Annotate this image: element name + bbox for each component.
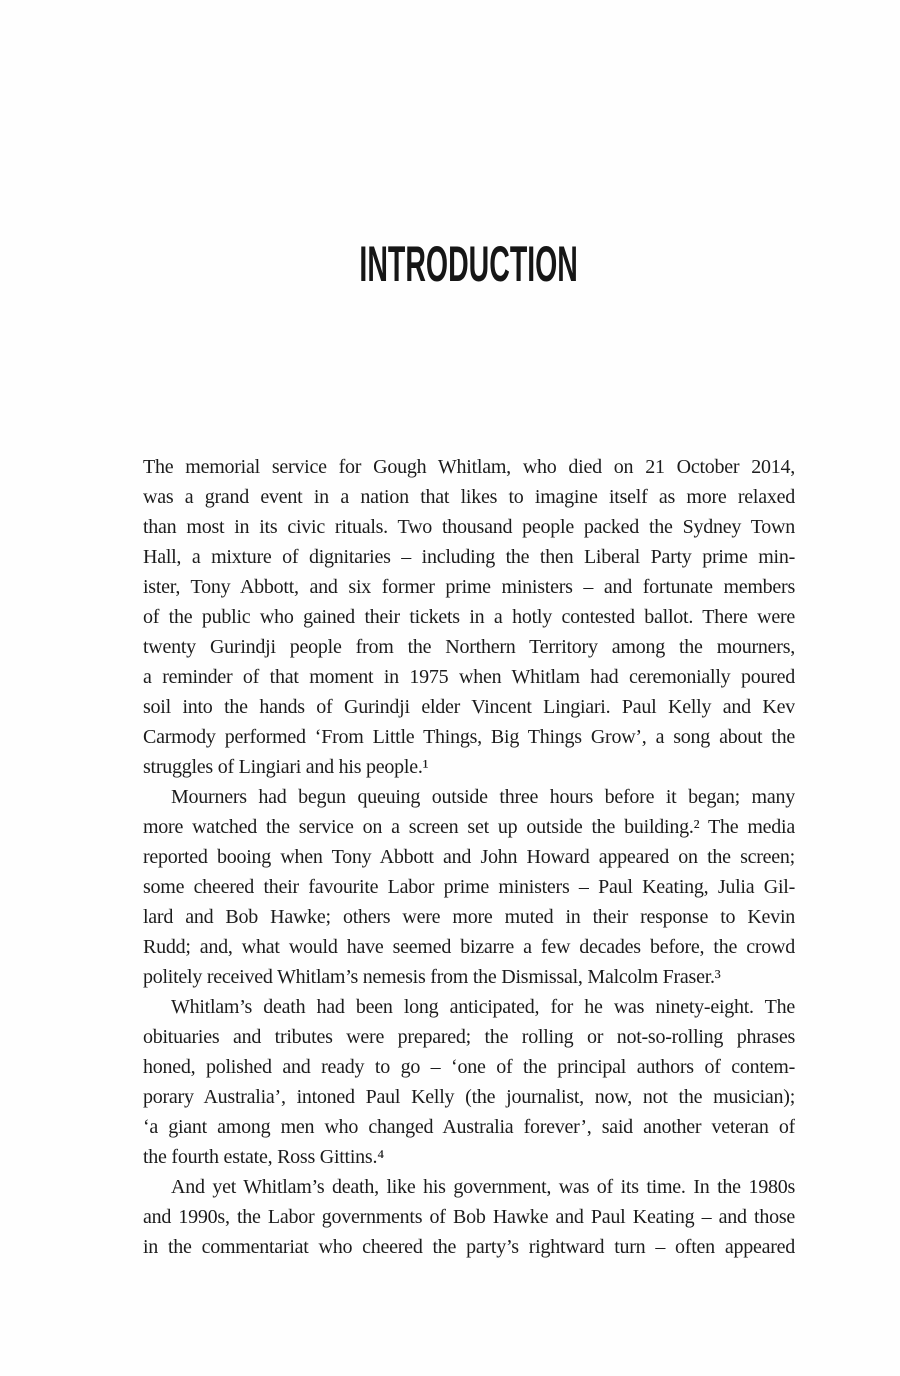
text-line: in the commentariat who cheered the party’s rightward turn – often appeared — [143, 1236, 795, 1258]
text-line: the fourth estate, Ross Gittins.⁴ — [143, 1146, 384, 1168]
text-line: was a grand event in a nation that likes to imagine itself as more relaxed — [143, 486, 795, 508]
paragraph — [143, 452, 795, 782]
text-line: a reminder of that moment in 1975 when Whitlam had ceremonially poured — [143, 666, 795, 688]
text-line: The memorial service for Gough Whitlam, who died on 21 October 2014, — [143, 456, 795, 478]
paragraph — [143, 782, 795, 992]
text-line: soil into the hands of Gurindji elder Vincent Lingiari. Paul Kelly and Kev — [143, 696, 795, 718]
text-line: Rudd; and, what would have seemed bizarre a few decades before, the crowd — [143, 936, 795, 958]
text-line: more watched the service on a screen set up outside the building.² The media — [143, 816, 795, 838]
text-line: And yet Whitlam’s death, like his government, was of its time. In the 1980s — [171, 1176, 795, 1198]
text-line: Mourners had begun queuing outside three hours before it began; many — [171, 786, 795, 808]
text-line: ister, Tony Abbott, and six former prime ministers – and fortunate members — [143, 576, 795, 598]
paragraph — [143, 992, 795, 1172]
text-line: than most in its civic rituals. Two thousand people packed the Sydney Town — [143, 516, 795, 538]
text-line: of the public who gained their tickets in a hotly contested ballot. There were — [143, 606, 795, 628]
paragraph — [143, 1172, 795, 1262]
text-line: ‘a giant among men who changed Australia forever’, said another veteran of — [143, 1116, 795, 1138]
page-body — [143, 452, 795, 1262]
text-line: and 1990s, the Labor governments of Bob Hawke and Paul Keating – and those — [143, 1206, 795, 1228]
text-line: obituaries and tributes were prepared; the rolling or not-so-rolling phrases — [143, 1026, 795, 1048]
text-line: Whitlam’s death had been long anticipated, for he was ninety-eight. The — [171, 996, 795, 1018]
text-line: politely received Whitlam’s nemesis from the Dismissal, Malcolm Fraser.³ — [143, 966, 721, 988]
chapter-title: INTRODUCTION — [359, 236, 579, 292]
text-line: Hall, a mixture of dignitaries – including the then Liberal Party prime min- — [143, 546, 795, 568]
text-line: reported booing when Tony Abbott and John Howard appeared on the screen; — [143, 846, 795, 868]
text-line: struggles of Lingiari and his people.¹ — [143, 756, 429, 778]
text-line: porary Australia’, intoned Paul Kelly (the journalist, now, not the musician); — [143, 1086, 795, 1108]
text-line: twenty Gurindji people from the Northern Territory among the mourners, — [143, 636, 795, 658]
text-line: lard and Bob Hawke; others were more muted in their response to Kevin — [143, 906, 795, 928]
text-line: honed, polished and ready to go – ‘one of the principal authors of contem- — [143, 1056, 795, 1078]
text-line: Carmody performed ‘From Little Things, Big Things Grow’, a song about the — [143, 726, 795, 748]
text-line: some cheered their favourite Labor prime ministers – Paul Keating, Julia Gil- — [143, 876, 795, 898]
chapter-title-wrap — [143, 238, 795, 290]
